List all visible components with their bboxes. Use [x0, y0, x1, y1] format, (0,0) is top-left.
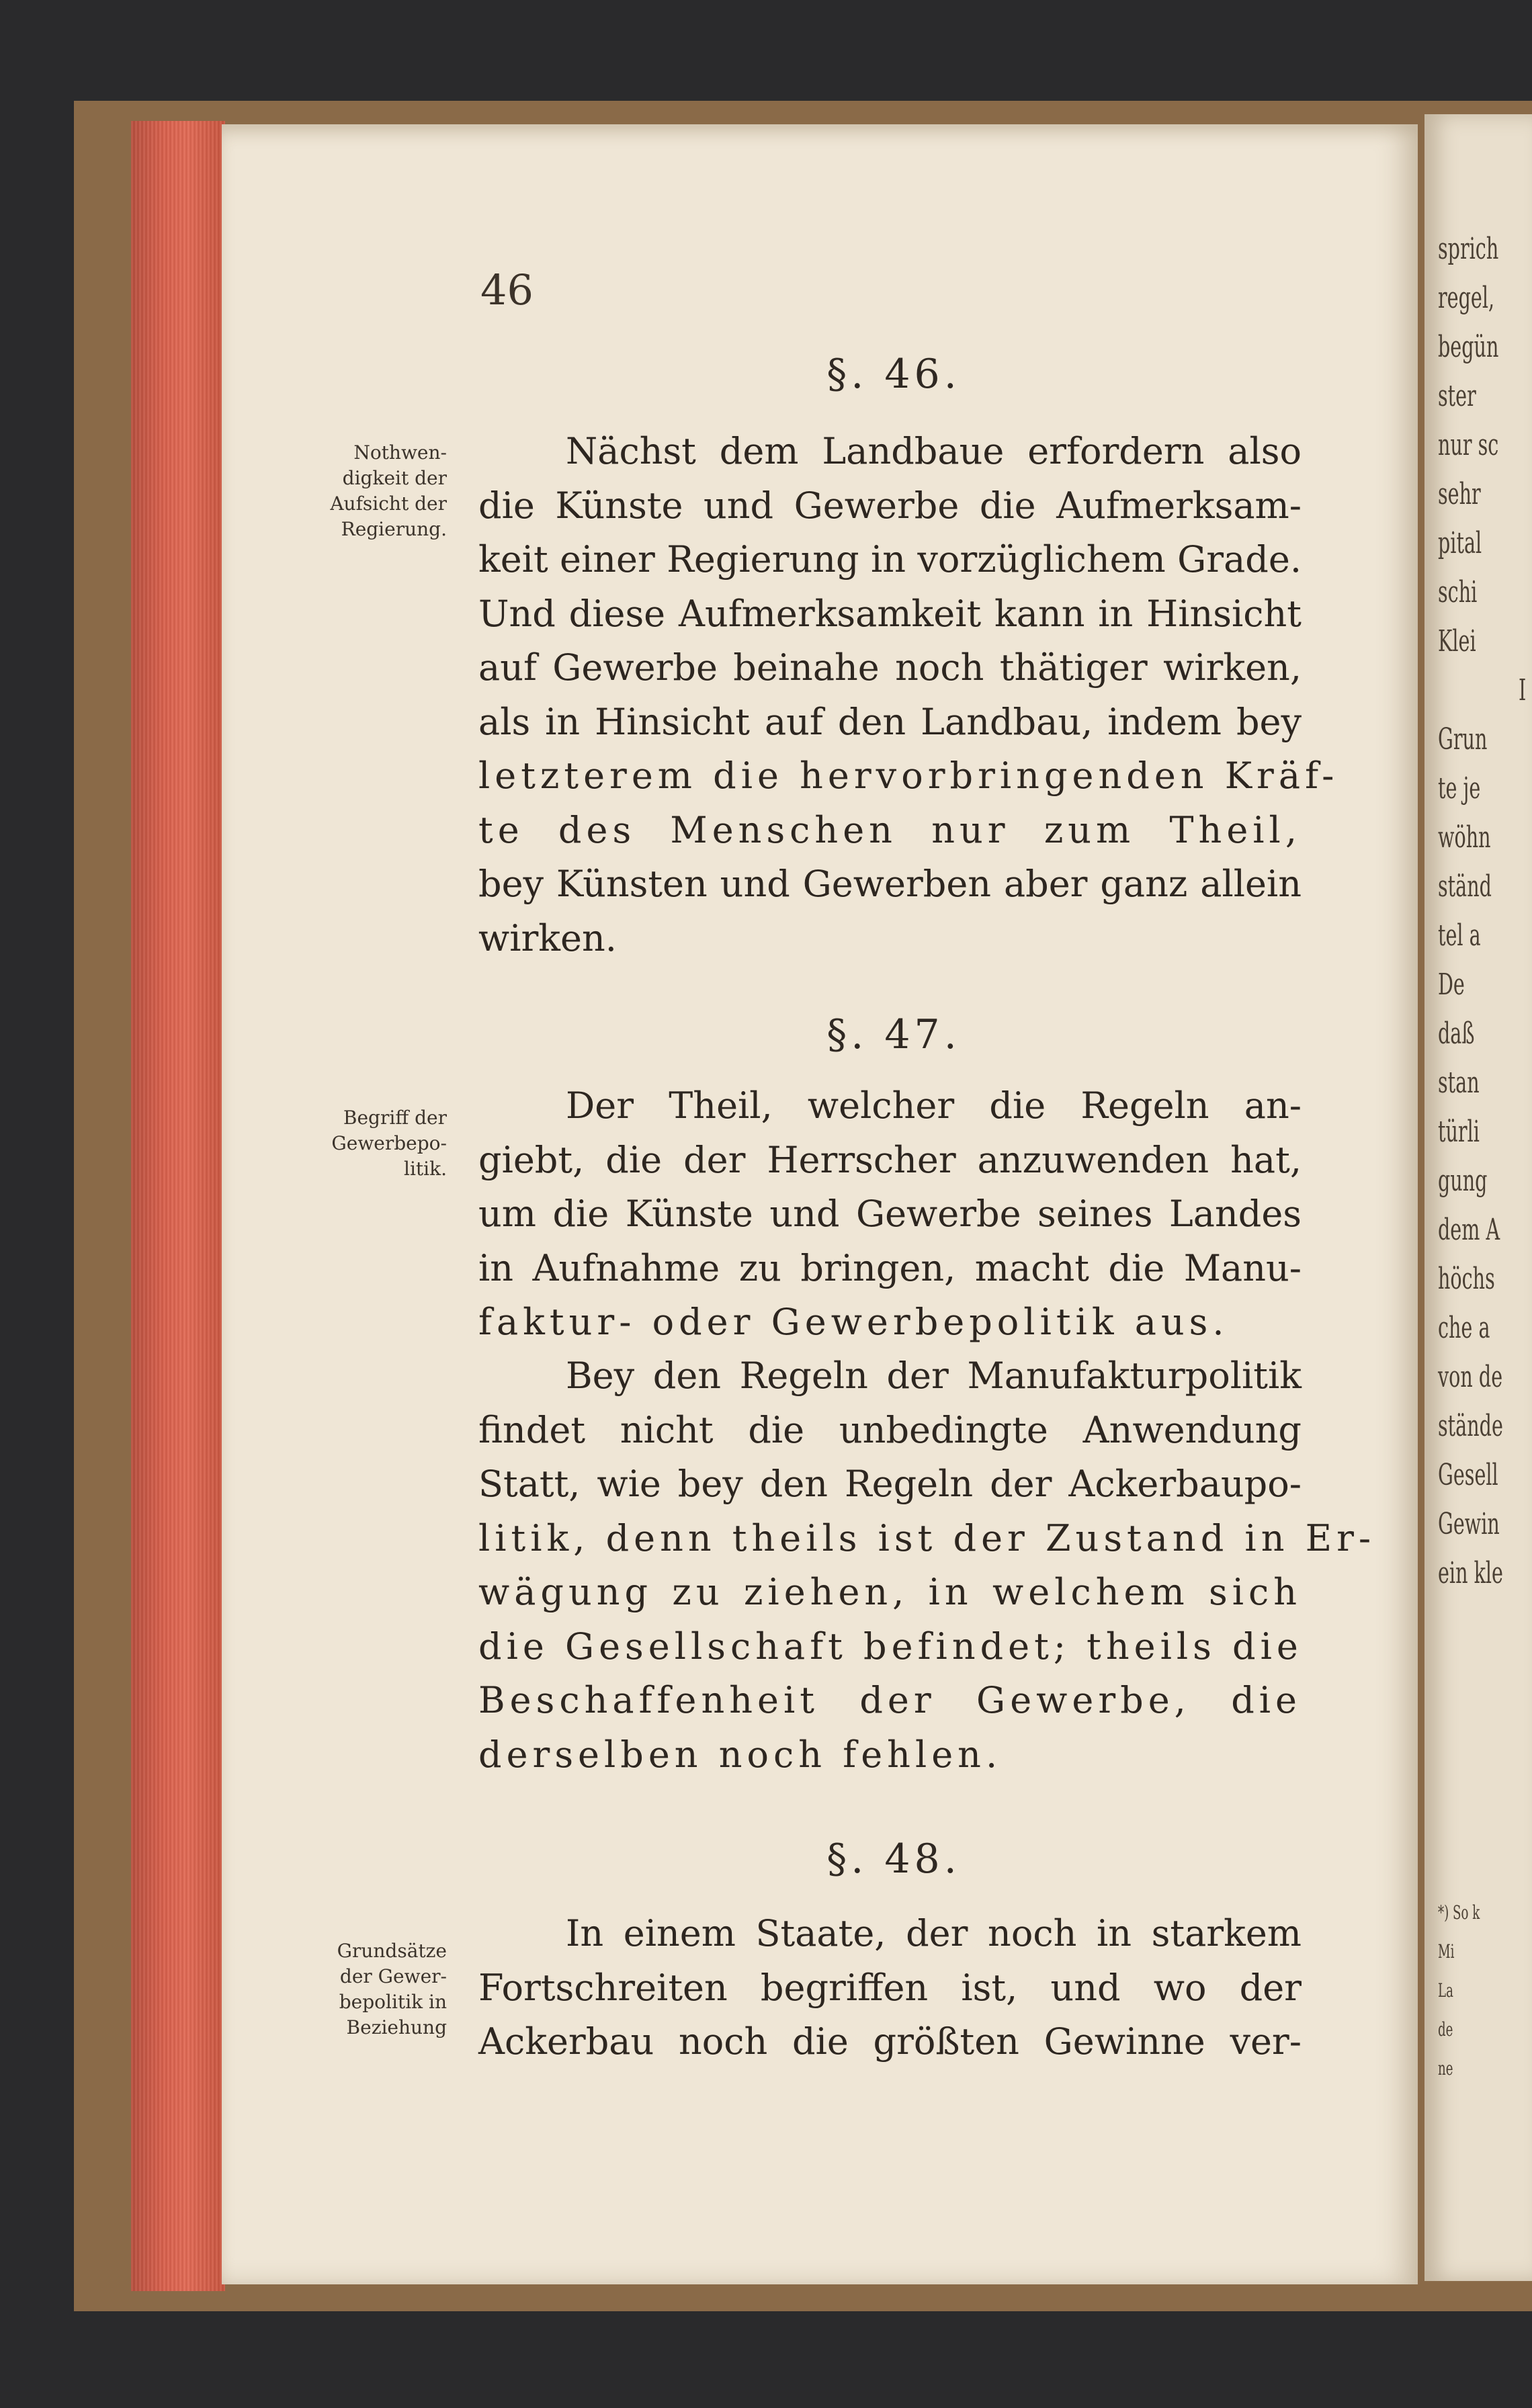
margin-note-line: bepolitik in [339, 1991, 447, 2013]
facing-page-line: stände [1438, 1409, 1503, 1443]
margin-note-line: Beziehung [346, 2016, 447, 2038]
facing-page-line: stan [1438, 1066, 1480, 1100]
facing-page [1424, 114, 1532, 2281]
facing-page-line: schi [1438, 575, 1478, 609]
facing-page-line: sehr [1438, 477, 1481, 511]
page-number: 46 [480, 265, 534, 314]
facing-page-line: wöhn [1438, 820, 1491, 855]
margin-note-48 [306, 1938, 447, 2040]
facing-page-line: Mi [1438, 1940, 1455, 1963]
margin-note-line: litik. [404, 1158, 447, 1180]
facing-page-line: Grun [1438, 722, 1488, 757]
facing-page-line: de [1438, 2018, 1453, 2040]
text-line: die Gesellschaft befindet; theils die [478, 1625, 1303, 1668]
text-line: wägung zu ziehen, in welchem sich [478, 1571, 1302, 1613]
margin-note-line: Gewerbepo- [331, 1132, 447, 1154]
facing-page-line: türli [1438, 1115, 1480, 1149]
text-line: Fortschreiten begriffen ist, und wo der [478, 1966, 1302, 2009]
facing-page-line: höchs [1438, 1262, 1495, 1296]
text-line: in Aufnahme zu bringen, macht die Manu- [478, 1246, 1302, 1289]
text-line: te des Menschen nur zum Theil, [478, 808, 1302, 851]
text-line: auf Gewerbe beinahe noch thätiger wirken, [478, 646, 1302, 689]
text-line: Ackerbau noch die größten Gewinne ver- [478, 2020, 1302, 2063]
text-line: die Künste und Gewerbe die Aufmerksam- [478, 484, 1302, 527]
margin-note-line: Nothwen- [353, 441, 447, 464]
text-line: um die Künste und Gewerbe seines Landes [478, 1193, 1302, 1235]
facing-page-line: sprich [1438, 232, 1499, 266]
text-line: giebt, die der Herrscher anzuwenden hat, [478, 1138, 1302, 1181]
section-heading-47: §. 47. [826, 1011, 961, 1058]
section-heading-46: §. 46. [826, 351, 961, 398]
text-line: Beschaffenheit der Gewerbe, die [478, 1679, 1302, 1721]
text-line: Und diese Aufmerksamkeit kann in Hinsicht [478, 592, 1302, 635]
margin-note-line: Regierung. [341, 518, 447, 540]
margin-note-line: Aufsicht der [330, 492, 447, 515]
text-line: In einem Staate, der noch in starkem [566, 1912, 1302, 1954]
facing-page-line: begün [1438, 330, 1499, 364]
facing-page-line: ne [1438, 2057, 1453, 2079]
facing-page-line: nur sc [1438, 428, 1499, 462]
text-line: wirken. [478, 916, 617, 959]
text-line: findet nicht die unbedingte Anwendung [478, 1408, 1302, 1451]
facing-page-line: ster [1438, 379, 1476, 413]
facing-page-line: gung [1438, 1164, 1488, 1198]
margin-note-46 [306, 440, 447, 542]
facing-page-line: *) So k [1438, 1901, 1480, 1924]
margin-note-line: der Gewer- [339, 1965, 447, 1987]
red-page-edges [131, 121, 225, 2291]
facing-page-line: regel, [1438, 281, 1495, 315]
facing-page-line: che a [1438, 1311, 1490, 1345]
facing-page-line: dem A [1438, 1213, 1500, 1247]
text-line: keit einer Regierung in vorzüglichem Grade. [478, 538, 1302, 580]
text-line: faktur- oder Gewerbepolitik aus. [478, 1301, 1229, 1343]
text-line: Bey den Regeln der Manufakturpolitik [566, 1354, 1302, 1397]
facing-page-line: daß [1438, 1017, 1475, 1051]
margin-note-47 [306, 1105, 447, 1182]
text-line: litik, denn theils ist der Zustand in Er- [478, 1516, 1376, 1559]
paragraph-47-b [478, 1349, 1376, 1782]
text-line: als in Hinsicht auf den Landbau, indem bey [478, 700, 1302, 743]
margin-note-line: digkeit der [342, 467, 447, 489]
text-line: derselben noch fehlen. [478, 1733, 1003, 1776]
section-heading-48: §. 48. [826, 1836, 961, 1883]
text-line: Statt, wie bey den Regeln der Ackerbaupo- [478, 1463, 1302, 1505]
facing-page-line: La [1438, 1979, 1453, 2002]
facing-page-line: ein kle [1438, 1556, 1503, 1590]
facing-page-line: pital [1438, 526, 1482, 560]
facing-page-line: von de [1438, 1360, 1503, 1394]
margin-note-line: Grundsätze [337, 1940, 447, 1962]
facing-page-line: ständ [1438, 869, 1492, 904]
paragraph-48 [478, 1907, 1302, 2069]
paragraph-47-a [478, 1079, 1302, 1350]
paragraph-46 [478, 425, 1339, 965]
facing-page-line: te je [1438, 771, 1481, 806]
facing-page-line: Gesell [1438, 1458, 1498, 1492]
margin-note-line: Begriff der [343, 1107, 447, 1129]
text-line: bey Künsten und Gewerben aber ganz allein [478, 863, 1302, 905]
facing-page-line: tel a [1438, 918, 1481, 953]
facing-page-line: Gewin [1438, 1507, 1500, 1541]
facing-page-line: I [1519, 673, 1527, 707]
text-line: Nächst dem Landbaue erfordern also [566, 430, 1302, 472]
facing-page-line: De [1438, 968, 1465, 1002]
text-line: letzterem die hervorbringenden Kräf- [478, 755, 1339, 797]
text-line: Der Theil, welcher die Regeln an- [566, 1084, 1302, 1127]
facing-page-line: Klei [1438, 624, 1476, 658]
